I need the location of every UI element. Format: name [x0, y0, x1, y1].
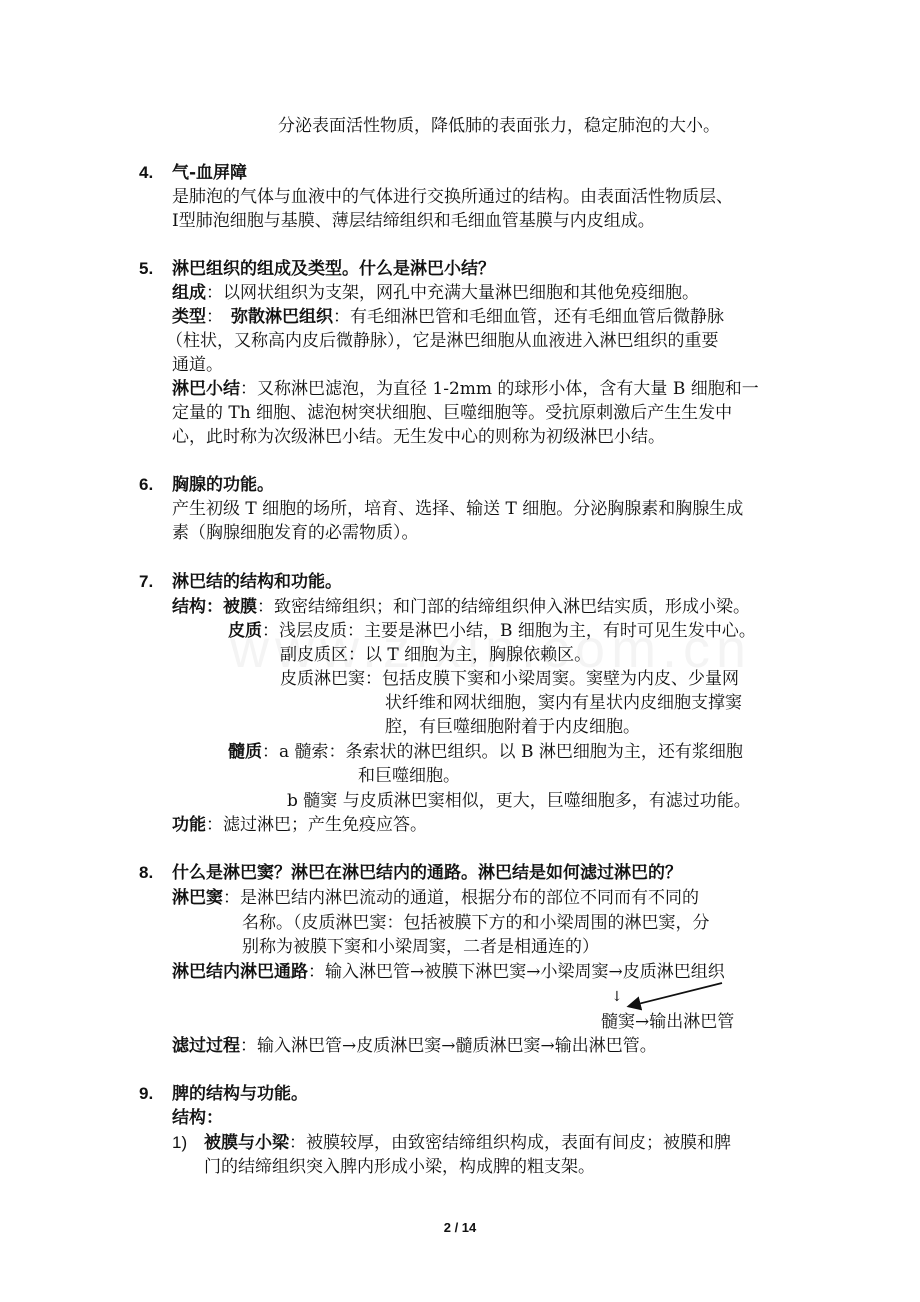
- section-7-number: 7.: [139, 572, 154, 591]
- types-colon: ：: [206, 307, 223, 327]
- diffuse-text: ：有毛细淋巴管和毛细血管，还有毛细血管后微静脉: [333, 307, 724, 327]
- intro-line: 分泌表面活性物质，降低肺的表面张力，稳定肺泡的大小。: [278, 116, 720, 136]
- section-5-line-6: 定量的 Th 细胞、滤泡树突状细胞、巨噬细胞等。受抗原刺激后产生生发中: [172, 403, 733, 423]
- section-5-nodule: [172, 377, 759, 401]
- item-1-line-2: 门的结缔组织突入脾内形成小梁，构成脾的粗支架。: [204, 1157, 595, 1177]
- cortex-text: ：浅层皮质：主要是淋巴小结，B 细胞为主，有时可见生发中心。: [262, 621, 756, 641]
- medulla-line-2: 和巨噬细胞。: [358, 766, 460, 786]
- section-5-line-4: 通道。: [172, 355, 223, 375]
- section-8-line-2: 名称。（皮质淋巴窦：包括被膜下方的和小梁周围的淋巴窦，分: [242, 913, 710, 933]
- section-7-title: 淋巴结的结构和功能。: [172, 572, 342, 592]
- section-9-title: 脾的结构与功能。: [172, 1084, 308, 1104]
- section-4-line-1: 是肺泡的气体与血液中的气体进行交换所通过的结构。由表面活性物质层、: [172, 187, 733, 207]
- section-5-line-3: （柱状，又称高内皮后微静脉），它是淋巴细胞从血液进入淋巴组织的重要: [166, 331, 719, 351]
- section-8-number: 8.: [139, 863, 154, 882]
- item-1: [204, 1131, 731, 1155]
- filter-label: 滤过过程: [172, 1036, 240, 1056]
- section-6-line-2: 素（胸腺细胞发育的必需物质）。: [172, 523, 419, 543]
- cortical-sinus-line-2: 状纤维和网状细胞，窦内有星状内皮细胞支撑窦: [385, 693, 742, 713]
- item-1-label: 被膜与小梁: [204, 1133, 289, 1153]
- function-label: 功能: [172, 815, 206, 835]
- section-4-title: 气-血屏障: [172, 163, 248, 183]
- nodule-label: 淋巴小结: [172, 379, 240, 399]
- section-7-cortex: [228, 619, 756, 643]
- sinus-text: ：是淋巴结内淋巴流动的通道，根据分布的部位不同而有不同的: [223, 888, 699, 908]
- section-7-function: [172, 813, 427, 837]
- section-5-line-7: 心，此时称为次级淋巴小结。无生发中心的则称为初级淋巴小结。: [172, 427, 665, 447]
- function-text: ：滤过淋巴；产生免疫应答。: [206, 815, 427, 835]
- structure-label: 结构: [172, 597, 206, 617]
- nodule-text: ：又称淋巴滤泡，为直径 1-2mm 的球形小体，含有大量 B 细胞和一: [240, 379, 759, 399]
- section-8-line-3: 别称为被膜下窦和小梁周窦，二者是相通连的）: [242, 937, 599, 957]
- section-5-composition: [172, 281, 699, 305]
- section-8-filter: [172, 1034, 657, 1058]
- down-arrow: ↓: [611, 989, 623, 1005]
- cortical-sinus-line-1: 皮质淋巴窦：包括皮膜下窦和小梁周窦。窦壁为内皮、少量网: [280, 669, 739, 689]
- item-1-text: ：被膜较厚，由致密结缔组织构成，表面有间皮；被膜和脾: [289, 1133, 731, 1153]
- cortical-sinus-line-3: 腔，有巨噬细胞附着于内皮细胞。: [385, 717, 640, 737]
- paracortex-line: 副皮质区：以 T 细胞为主，胸腺依赖区。: [280, 645, 592, 665]
- section-4-number: 4.: [139, 163, 154, 182]
- section-8-title: 什么是淋巴窦？淋巴在淋巴结内的通路。淋巴结是如何滤过淋巴的？: [172, 863, 682, 883]
- section-9-structure-label: 结构：: [172, 1108, 223, 1128]
- medulla-text: ：a 髓索：条索状的淋巴组织。以 B 淋巴细胞为主，还有浆细胞: [262, 742, 743, 762]
- section-6-number: 6.: [139, 475, 154, 494]
- item-1-number: 1): [172, 1133, 188, 1152]
- sinus-label: 淋巴窦: [172, 888, 223, 908]
- composition-text: ：以网状组织为支架，网孔中充满大量淋巴细胞和其他免疫细胞。: [206, 283, 699, 303]
- composition-label: 组成: [172, 283, 206, 303]
- section-5-types: [172, 305, 724, 329]
- capsule-label: 被膜: [223, 597, 257, 617]
- section-5-title: 淋巴组织的组成及类型。什么是淋巴小结？: [172, 259, 495, 279]
- diffuse-label: 弥散淋巴组织: [231, 307, 333, 327]
- pathway-text: ：输入淋巴管→被膜下淋巴窦→小梁周窦→皮质淋巴组织: [308, 962, 725, 982]
- filter-text: ：输入淋巴管→皮质淋巴窦→髓质淋巴窦→输出淋巴管。: [240, 1036, 657, 1056]
- types-label: 类型: [172, 307, 206, 327]
- page-number: 2 / 14: [443, 1220, 477, 1235]
- section-7-medulla: [228, 740, 743, 764]
- section-6-line-1: 产生初级 T 细胞的场所，培育、选择、输送 T 细胞。分泌胸腺素和胸腺生成: [172, 499, 744, 519]
- pathway-label: 淋巴结内淋巴通路: [172, 962, 308, 982]
- medulla-label: 髓质: [228, 742, 262, 762]
- medullary-sinus-line: b 髓窦 与皮质淋巴窦相似，更大，巨噬细胞多，有滤过功能。: [287, 791, 751, 811]
- section-8-sinus: [172, 886, 699, 910]
- section-4-line-2: Ⅰ型肺泡细胞与基膜、薄层结缔组织和毛细血管基膜与内皮组成。: [172, 211, 655, 231]
- section-9-number: 9.: [139, 1084, 154, 1103]
- capsule-text: ：致密结缔组织；和门部的结缔组织伸入淋巴结实质，形成小梁。: [257, 597, 750, 617]
- section-5-number: 5.: [139, 259, 154, 278]
- section-6-title: 胸腺的功能。: [172, 475, 274, 495]
- section-7-capsule: 结构：被膜：致密结缔组织；和门部的结缔组织伸入淋巴结实质，形成小梁。: [172, 597, 750, 617]
- cortex-label: 皮质: [228, 621, 262, 641]
- pathway-line-2: 髓窦→输出淋巴管: [601, 1012, 735, 1032]
